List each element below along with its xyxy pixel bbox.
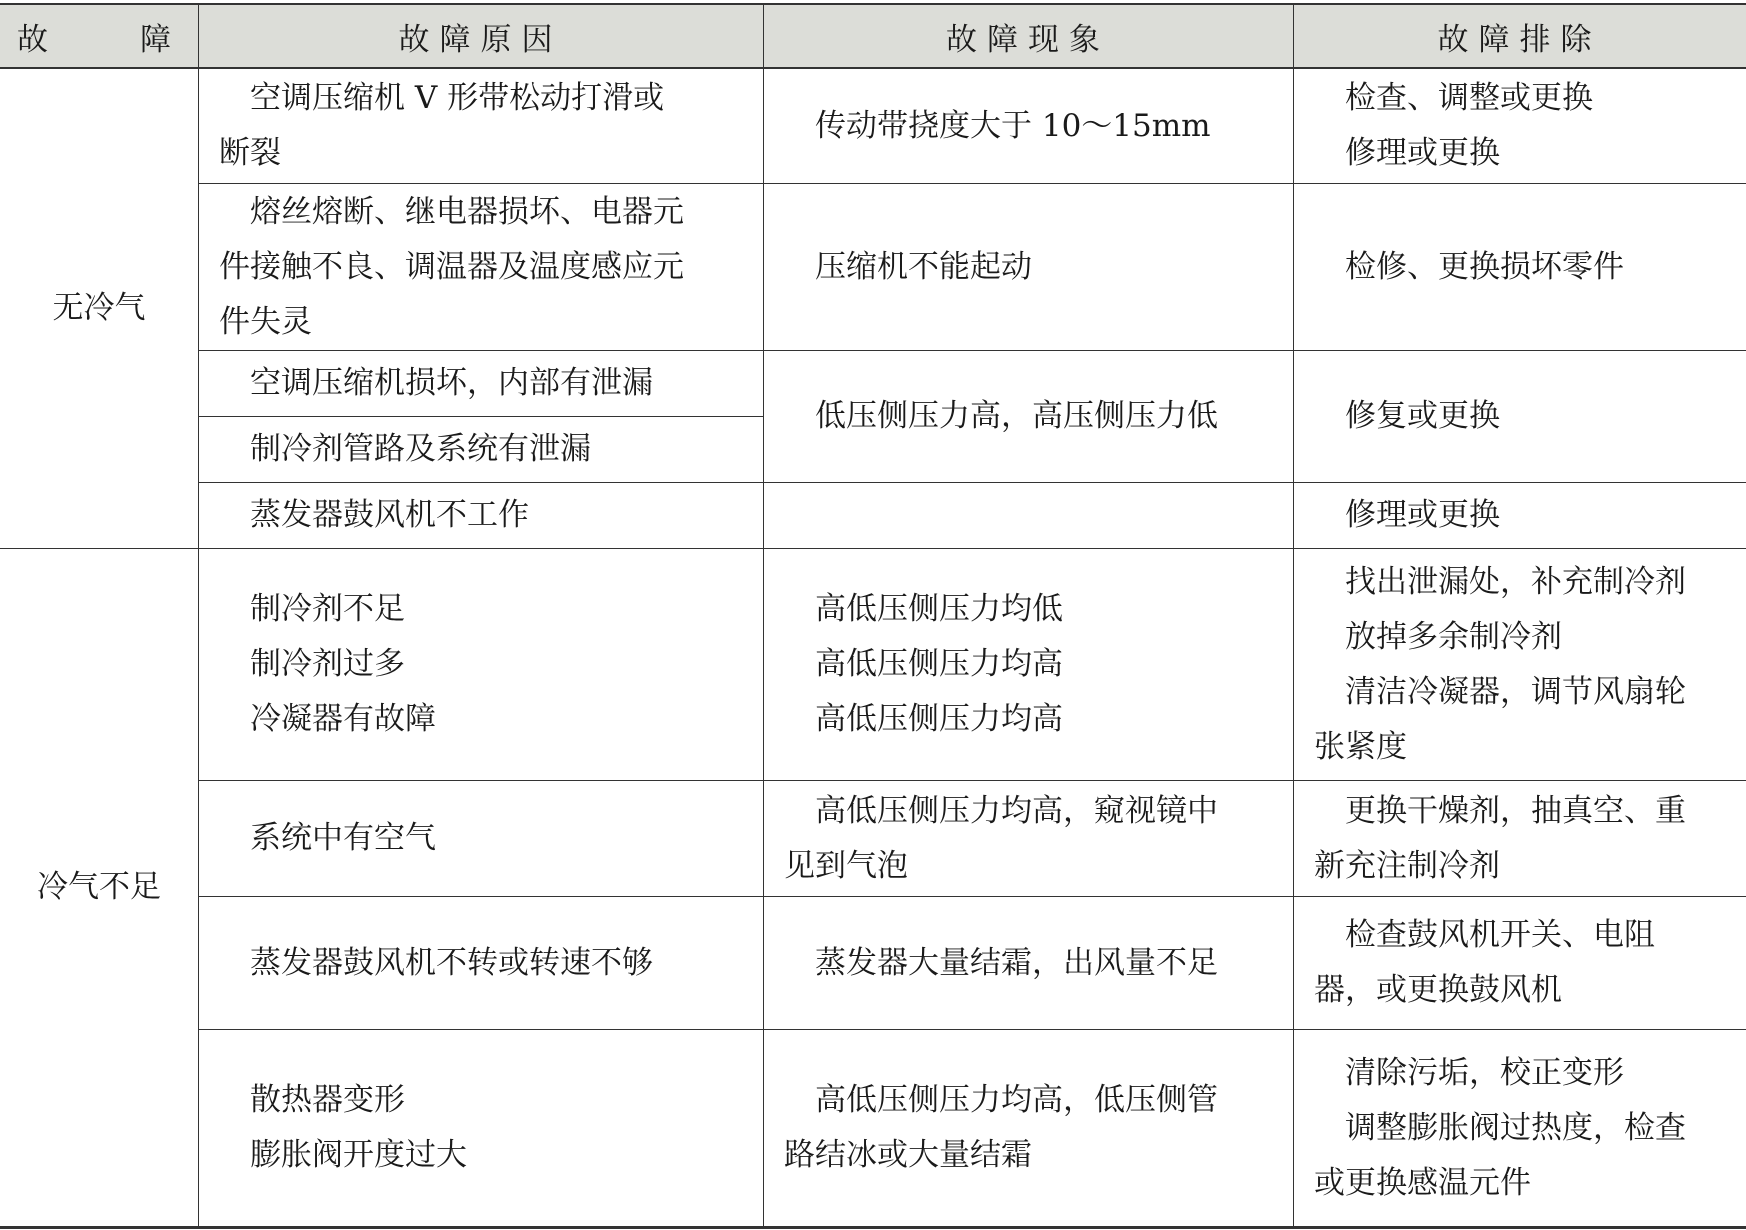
top-rule xyxy=(0,3,1746,5)
remedy-line: 器，或更换鼓风机 xyxy=(1314,972,1562,1008)
remedy-cell xyxy=(1294,69,1746,183)
remedy-cell xyxy=(1294,351,1746,482)
cause-cell xyxy=(199,351,763,416)
symptom-cell xyxy=(764,69,1293,183)
cause-line: 制冷剂管路及系统有泄漏 xyxy=(219,431,591,467)
remedy-line: 检查鼓风机开关、电阻 xyxy=(1314,917,1655,953)
symptom-cell-empty xyxy=(764,483,1293,548)
cause-cell xyxy=(199,483,763,548)
remedy-line: 或更换感温元件 xyxy=(1314,1164,1531,1201)
symptom-cell xyxy=(764,781,1293,896)
cause-line: 系统中有空气 xyxy=(219,820,436,856)
remedy-line: 清洁冷凝器，调节风扇轮 xyxy=(1314,673,1686,710)
header-cause: 故障原因 xyxy=(398,21,563,58)
symptom-cell xyxy=(764,351,1293,482)
remedy-line: 修理或更换 xyxy=(1314,497,1500,533)
cause-cell xyxy=(199,781,763,896)
symptom-cell xyxy=(764,184,1293,350)
cause-cell xyxy=(199,417,763,482)
cause-cell xyxy=(199,1030,763,1226)
remedy-line: 找出泄漏处，补充制冷剂 xyxy=(1314,563,1686,600)
symptom-cell xyxy=(764,549,1293,780)
symptom-line: 路结冰或大量结霜 xyxy=(784,1137,1032,1173)
cause-line: 断裂 xyxy=(219,135,281,171)
symptom-line: 高低压侧压力均高，低压侧管 xyxy=(784,1082,1218,1118)
symptom-line: 压缩机不能起动 xyxy=(784,248,1032,285)
symptom-line: 高低压侧压力均高 xyxy=(784,701,1063,737)
fault-category: 无冷气 xyxy=(52,290,146,326)
remedy-line: 新充注制冷剂 xyxy=(1314,847,1500,884)
remedy-line: 调整膨胀阀过热度，检查 xyxy=(1314,1109,1686,1146)
symptom-line: 高低压侧压力均低 xyxy=(784,591,1063,627)
cause-line: 制冷剂过多 xyxy=(219,646,405,682)
remedy-cell xyxy=(1294,897,1746,1029)
remedy-cell xyxy=(1294,549,1746,780)
cause-line: 制冷剂不足 xyxy=(219,591,405,627)
remedy-line: 张紧度 xyxy=(1314,728,1407,765)
cause-cell xyxy=(199,549,763,780)
remedy-cell xyxy=(1294,1030,1746,1226)
header-fault: 故 障 xyxy=(17,21,181,58)
symptom-cell xyxy=(764,897,1293,1029)
remedy-line: 放掉多余制冷剂 xyxy=(1314,618,1562,655)
cause-line: 空调压缩机损坏，内部有泄漏 xyxy=(219,365,653,401)
remedy-line: 检查、调整或更换 xyxy=(1314,80,1593,116)
cause-cell xyxy=(199,184,763,350)
remedy-cell xyxy=(1294,781,1746,896)
cause-line: 冷凝器有故障 xyxy=(219,701,436,737)
cause-cell xyxy=(199,69,763,183)
remedy-line: 修理或更换 xyxy=(1314,135,1500,171)
cause-line: 散热器变形 xyxy=(219,1082,405,1118)
cause-line: 熔丝熔断、继电器损坏、电器元 xyxy=(219,193,684,230)
cause-line: 件接触不良、调温器及温度感应元 xyxy=(219,248,684,285)
symptom-cell xyxy=(764,1030,1293,1226)
cause-line: 空调压缩机 V 形带松动打滑或 xyxy=(219,80,665,116)
remedy-line: 更换干燥剂，抽真空、重 xyxy=(1314,792,1686,829)
header-remedy: 故障排除 xyxy=(1437,21,1602,58)
remedy-cell xyxy=(1294,483,1746,548)
remedy-line: 检修、更换损坏零件 xyxy=(1314,248,1624,285)
symptom-line: 高低压侧压力均高 xyxy=(784,646,1063,682)
remedy-cell xyxy=(1294,184,1746,350)
symptom-line: 见到气泡 xyxy=(784,847,908,884)
symptom-line: 传动带挠度大于 10～15mm xyxy=(784,107,1211,144)
header-symptom: 故障现象 xyxy=(946,21,1110,58)
cause-line: 蒸发器鼓风机不转或转速不够 xyxy=(219,944,653,981)
cause-line: 膨胀阀开度过大 xyxy=(219,1137,467,1173)
remedy-line: 修复或更换 xyxy=(1314,398,1500,434)
remedy-line: 清除污垢，校正变形 xyxy=(1314,1054,1624,1091)
cause-line: 蒸发器鼓风机不工作 xyxy=(219,497,529,533)
bottom-rule xyxy=(0,1226,1746,1229)
fault-category: 冷气不足 xyxy=(37,869,161,905)
cause-line: 件失灵 xyxy=(219,303,312,340)
symptom-line: 高低压侧压力均高，窥视镜中 xyxy=(784,792,1218,829)
symptom-line: 蒸发器大量结霜，出风量不足 xyxy=(784,944,1218,981)
symptom-line: 低压侧压力高，高压侧压力低 xyxy=(784,398,1218,434)
cause-cell xyxy=(199,897,763,1029)
